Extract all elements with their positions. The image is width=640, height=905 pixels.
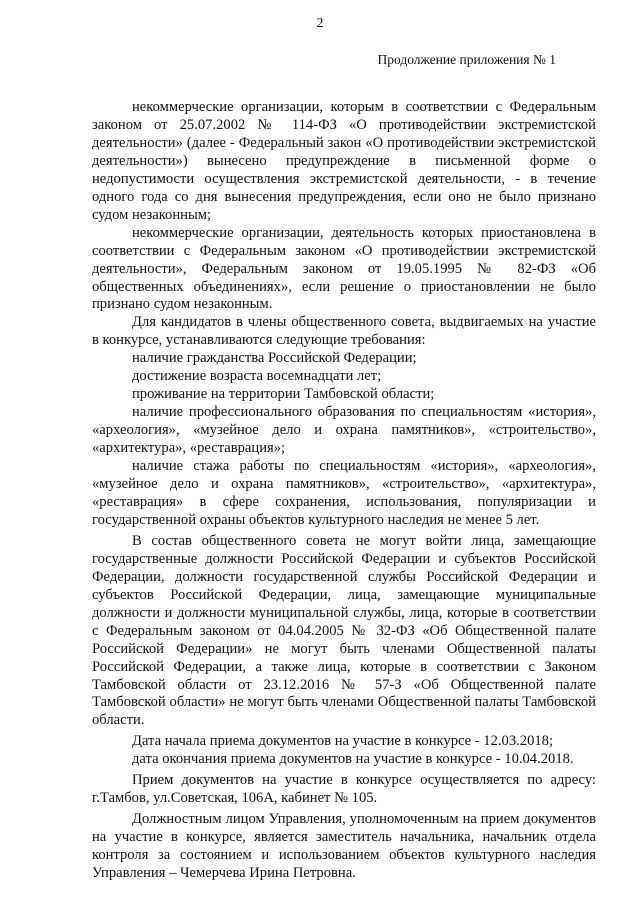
appendix-continuation-note: Продолжение приложения № 1 (377, 52, 556, 67)
paragraph-suspended-organizations: некоммерческие организации, деятельность которых приостановлена в соответствии с Федеральным законом «О противодействии экстремистской деятельности», Федеральным законом от 19.05.1995 № 82-ФЗ «Об общественных объединениях», если решение о приостановлении не было признано судом незаконным. (92, 224, 596, 313)
requirement-experience: наличие стажа работы по специальностям «история», «археология», «музейное дело и охрана памятников», «строительство», «архитектура», «реставрация» в сфере сохранения, использования, популяризации и государственной охраны объектов культурного наследия не менее 5 лет. (92, 458, 596, 528)
paragraph-excluded-persons: В состав общественного совета не могут войти лица, замещающие государственные должности Российской Федерации и субъектов Российской Федерации, должности государственной службы Российской Федерации и субъектов Российской Федерации, лица, замещающие муниципальные должности и должности муниципальной службы, лица, которые в соответствии с Федеральным законом от 04.04.2005 № 32-ФЗ «Об Общественной палате Российской Федерации» не могут быть членами Общественной палаты Российской Федерации, а также лица, которые в соответствии с Законом Тамбовской области от 23.12.2016 № 57-З «Об Общественной палате Тамбовской области» не могут быть членами Общественной палаты Тамбовской области. (92, 532, 596, 729)
page-number: 2 (316, 16, 324, 31)
requirement-age: достижение возраста восемнадцати лет; (132, 368, 382, 385)
document-body (92, 99, 596, 883)
paragraph-end-date: дата окончания приема документов на участие в конкурсе - 10.04.2018. (132, 751, 574, 768)
paragraph-start-date: Дата начала приема документов на участие в конкурсе - 12.03.2018; (132, 733, 554, 750)
requirement-education: наличие профессионального образования по специальностям «история», «археология», «музейное дело и охрана памятников», «строительство», «архитектура», «реставрация»; (92, 404, 596, 457)
requirement-citizenship: наличие гражданства Российской Федерации; (132, 350, 417, 367)
requirement-residence: проживание на территории Тамбовской области; (132, 386, 435, 403)
paragraph-candidate-requirements: Для кандидатов в члены общественного совета, выдвигаемых на участие в конкурсе, устанавливаются следующие требования: (92, 314, 596, 349)
paragraph-extremism-warning: некоммерческие организации, которым в соответствии с Федеральным законом от 25.07.2002 № 114-ФЗ «О противодействии экстремистской деятельности» (далее - Федеральный закон «О противодействии экстремистской деятельности») вынесено предупреждение в письменной форме о недопустимости осуществления экстремистской деятельности, - в течение одного года со дня вынесения предупреждения, если оно не было признано судом незаконным; (92, 99, 596, 223)
paragraph-submission-address: Прием документов на участие в конкурсе осуществляется по адресу: г.Тамбов, ул.Советская, 106А, кабинет № 105. (92, 772, 596, 807)
paragraph-responsible-official: Должностным лицом Управления, уполномоченным на прием документов на участие в конкурсе, является заместитель начальника, начальник отдела контроля за состоянием и использованием объектов культурного наследия Управления – Чемерчева Ирина Петровна. (92, 811, 596, 882)
